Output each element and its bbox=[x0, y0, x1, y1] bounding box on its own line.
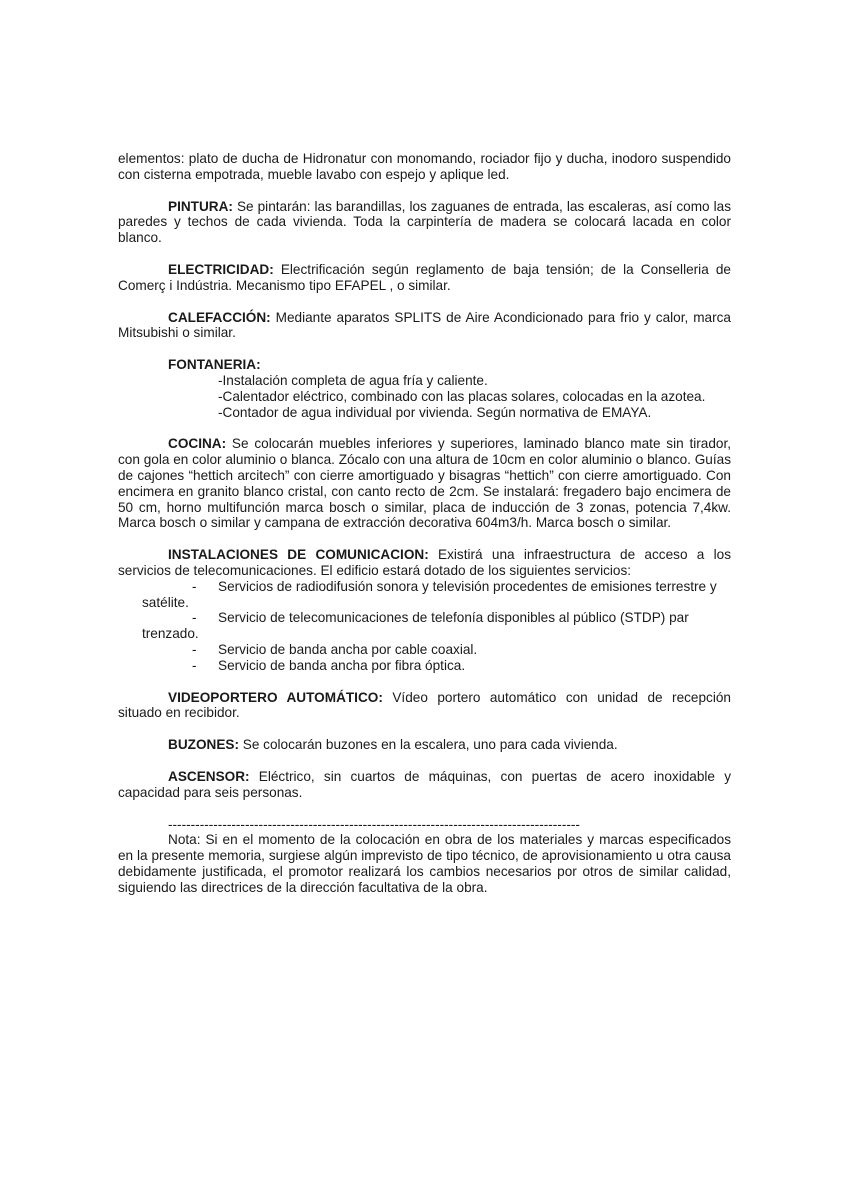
ascensor-heading: ASCENSOR: bbox=[168, 768, 250, 784]
pintura-text: Se pintarán: las barandillas, los zaguanes de entrada, las escaleras, así como las paredes y techos de cada vivienda. Toda la carpintería de madera se colocará lacada en color blanco. bbox=[118, 198, 731, 246]
document-page bbox=[118, 151, 731, 895]
nota-paragraph: Nota: Si en el momento de la colocación en obra de los materiales y marcas especificados en la presente memoria, surgiese algún imprevisto de tipo técnico, de aprovisionamiento u otra causa debidamente justificada, el promotor realizará los cambios necesarios por otros de similar calidad, siguiendo las directrices de la dirección facultativa de la obra. bbox=[118, 832, 731, 895]
comunicacion-item bbox=[118, 579, 731, 611]
comunicacion-item-continuation: trenzado. bbox=[142, 626, 199, 642]
comunicacion-text: Existirá una infraestructura de acceso a los servicios de telecomunicaciones. El edificio estará dotado de los siguientes servicios: bbox=[118, 547, 732, 578]
buzones-paragraph bbox=[118, 737, 731, 753]
buzones-text: Se colocarán buzones en la escalera, uno para cada vivienda. bbox=[239, 737, 618, 753]
buzones-heading: BUZONES: bbox=[168, 737, 239, 753]
ascensor-text: Eléctrico, sin cuartos de máquinas, con puertas de acero inoxidable y capacidad para seis personas. bbox=[118, 768, 731, 800]
fontaneria-item: -Instalación completa de agua fría y caliente. bbox=[218, 372, 488, 388]
calefaccion-paragraph bbox=[118, 310, 731, 342]
ascensor-paragraph bbox=[118, 769, 731, 801]
comunicacion-item-text: Servicio de telecomunicaciones de telefonía disponibles al público (STDP) par bbox=[218, 610, 689, 626]
bullet-dash: - bbox=[192, 578, 197, 594]
comunicacion-item bbox=[118, 658, 731, 674]
fontaneria-section bbox=[118, 357, 731, 420]
bullet-dash: - bbox=[192, 610, 197, 626]
electricidad-paragraph bbox=[118, 262, 731, 294]
calefaccion-text: Mediante aparatos SPLITS de Aire Acondicionado para frio y calor, marca Mitsubishi o similar. bbox=[118, 309, 731, 341]
pintura-paragraph bbox=[118, 199, 731, 246]
comunicacion-item-text: Servicio de banda ancha por fibra óptica. bbox=[218, 657, 466, 673]
fontaneria-item: -Contador de agua individual por vivienda. Según normativa de EMAYA. bbox=[218, 404, 652, 420]
electricidad-heading: ELECTRICIDAD: bbox=[168, 261, 274, 277]
comunicacion-item bbox=[118, 610, 731, 642]
comunicacion-item-text: Servicios de radiodifusión sonora y televisión procedentes de emisiones terrestre y bbox=[218, 578, 717, 594]
comunicacion-item-continuation: satélite. bbox=[142, 594, 189, 610]
comunicacion-item-text: Servicio de banda ancha por cable coaxial. bbox=[218, 641, 478, 657]
intro-paragraph: elementos: plato de ducha de Hidronatur con monomando, rociador fijo y ducha, inodoro suspendido con cisterna empotrada, mueble lavabo con espejo y aplique led. bbox=[118, 151, 731, 182]
videoportero-paragraph bbox=[118, 690, 731, 722]
cocina-text: Se colocarán muebles inferiores y superiores, laminado blanco mate sin tirador, con gola en color aluminio o blanca. Zócalo con una altura de 10cm en color aluminio o blanco. Guías de cajones “hettich arcitech” con cierre amortiguado y bisagras “hettich” con cierre amortiguado. Con encimera en granito blanco cristal, con canto recto de 2cm. Se instalará: fregadero bajo encimera de 50 cm, horno multifunción marca bosch o similar, placa de inducción de 3 zonas, potencia 7,4kw. Marca bosch o similar y campana de extracción decorativa 604m3/h. Marca bosch o similar. bbox=[118, 436, 731, 531]
pintura-heading: PINTURA: bbox=[168, 198, 233, 214]
cocina-heading: COCINA: bbox=[168, 436, 227, 452]
comunicacion-paragraph bbox=[118, 547, 731, 579]
nota-section bbox=[118, 817, 731, 896]
bullet-dash: - bbox=[192, 657, 197, 673]
comunicacion-item bbox=[118, 642, 731, 658]
comunicacion-heading: INSTALACIONES DE COMUNICACION: bbox=[168, 547, 429, 563]
separator-line: ------------------------------------------------------------------------------------------- bbox=[168, 816, 580, 832]
electricidad-text: Electrificación según reglamento de baja tensión; de la Conselleria de Comerç i Indústria. Mecanismo tipo EFAPEL , o similar. bbox=[118, 261, 731, 293]
comunicacion-section bbox=[118, 547, 731, 673]
cocina-paragraph bbox=[118, 436, 731, 531]
bullet-dash: - bbox=[192, 641, 197, 657]
videoportero-heading: VIDEOPORTERO AUTOMÁTICO: bbox=[168, 689, 383, 705]
calefaccion-heading: CALEFACCIÓN: bbox=[168, 309, 271, 325]
fontaneria-heading: FONTANERIA: bbox=[168, 357, 261, 373]
videoportero-text: Vídeo portero automático con unidad de recepción situado en recibidor. bbox=[118, 689, 731, 721]
fontaneria-item: -Calentador eléctrico, combinado con las placas solares, colocadas en la azotea. bbox=[218, 388, 706, 404]
